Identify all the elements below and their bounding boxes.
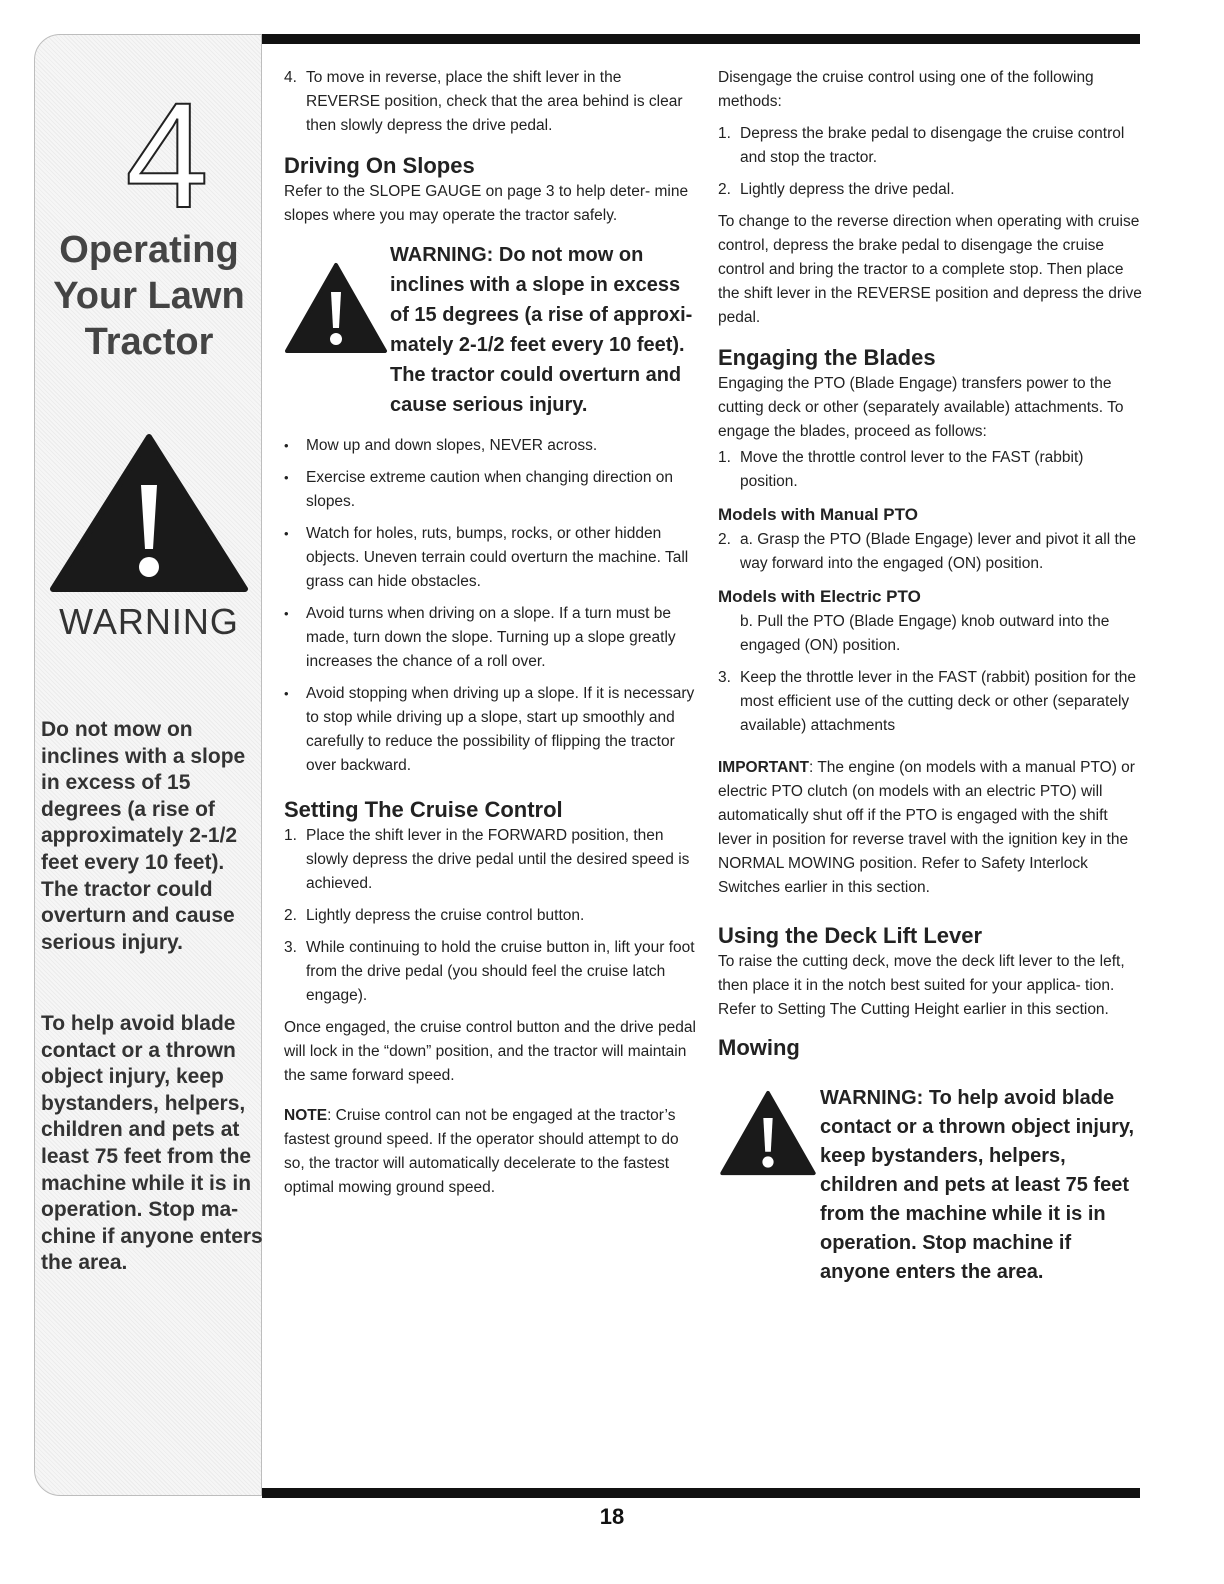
list-number: 4. bbox=[284, 69, 297, 86]
warning-triangle-icon bbox=[284, 262, 388, 354]
list-text: While continuing to hold the cruise button in, lift your foot from the drive pedal (you should feel the cruise latch engage). bbox=[306, 939, 695, 1004]
list-item bbox=[718, 446, 1142, 494]
warning-triangle-icon bbox=[49, 433, 249, 593]
bottom-rule bbox=[262, 1488, 1140, 1498]
blades-intro: Engaging the PTO (Blade Engage) transfers power to the cutting deck or other (separately available) attachments. To engage the blades, proceed as follows: bbox=[718, 375, 1124, 440]
list-number: 1. bbox=[718, 449, 731, 466]
list-text: Lightly depress the cruise control button. bbox=[306, 907, 585, 924]
sidebar-warning-label: WARNING bbox=[59, 601, 239, 642]
driving-on-slopes-heading: Driving On Slopes bbox=[284, 153, 475, 178]
disengage-intro: Disengage the cruise control using one of the following methods: bbox=[718, 69, 1094, 110]
chapter-title-line: Operating bbox=[59, 229, 239, 271]
list-item bbox=[718, 610, 1142, 658]
engaging-blades-heading: Engaging the Blades bbox=[718, 345, 936, 370]
list-text: b. Pull the PTO (Blade Engage) knob outward into the engaged (ON) position. bbox=[740, 613, 1110, 654]
list-text: Depress the brake pedal to disengage the cruise control and stop the tractor. bbox=[740, 125, 1125, 166]
list-text: Move the throttle control lever to the FAST (rabbit) position. bbox=[740, 449, 1084, 490]
page-number: 18 bbox=[599, 1504, 625, 1529]
list-item: • Watch for holes, ruts, bumps, rocks, or other hidden objects. Uneven terrain could overturn the machine. Tall grass can hide obstacles. bbox=[284, 522, 698, 594]
reverse-direction-text: To change to the reverse direction when operating with cruise control, depress the brake pedal to disengage the cruise control and bring the tractor to a complete stop. Then place the shift lever in the REVERSE position and depress the drive pedal. bbox=[718, 213, 1142, 326]
list-item: • Avoid stopping when driving up a slope. If it is necessary to stop while driving up a slope, start up smoothly and carefully to reduce the possibility of flipping the tractor over backward. bbox=[284, 682, 698, 778]
list-item bbox=[718, 666, 1142, 738]
list-number: 1. bbox=[284, 827, 297, 844]
top-rule bbox=[262, 34, 1140, 44]
manual-pto-heading: Models with Manual PTO bbox=[718, 505, 918, 524]
list-item: • Mow up and down slopes, NEVER across. bbox=[284, 434, 698, 458]
deck-lift-heading: Using the Deck Lift Lever bbox=[718, 923, 983, 948]
list-number: 1. bbox=[718, 125, 731, 142]
right-column bbox=[718, 66, 1142, 1301]
list-number bbox=[718, 610, 740, 658]
list-text: a. Grasp the PTO (Blade Engage) lever and pivot it all the way forward into the engaged (ON) position. bbox=[740, 531, 1137, 572]
list-text: Place the shift lever in the FORWARD position, then slowly depress the drive pedal until the desired speed is achieved. bbox=[306, 827, 690, 892]
important-note bbox=[718, 756, 1142, 900]
chapter-number-box bbox=[115, 71, 219, 239]
deck-lift-text: To raise the cutting deck, move the deck lift lever to the left, then place it in the notch best suited for your applica- tion. Refer to Setting The Cutting Height earlier in this section. bbox=[718, 953, 1125, 1018]
note-text: : Cruise control can not be engaged at the tractor’s fastest ground speed. If the operator should attempt to do so, the tractor will automatically decelerate to the fastest optimal mowing ground speed. bbox=[284, 1107, 679, 1196]
mowing-warning-block bbox=[718, 1084, 1142, 1287]
list-text: Mow up and down slopes, NEVER across. bbox=[306, 437, 598, 454]
chapter-title-line: Your Lawn bbox=[53, 275, 245, 317]
list-text: Avoid stopping when driving up a slope. If it is necessary to stop while driving up a slope, start up smoothly and carefully to reduce the possibility of flipping the tractor over backward. bbox=[306, 685, 695, 774]
mowing-heading: Mowing bbox=[718, 1035, 800, 1060]
list-number: 2. bbox=[284, 907, 297, 924]
slopes-warning-text: WARNING: Do not mow on inclines with a slope in excess of 15 degrees (a rise of approxi- mately 2-1/2 feet every 10 feet). The tractor could overturn and cause serious injury. bbox=[390, 244, 693, 416]
list-text: Exercise extreme caution when changing direction on slopes. bbox=[306, 469, 674, 510]
list-text: Avoid turns when driving on a slope. If a turn must be made, turn down the slope. Turning up a slope greatly increases the chance of a roll over. bbox=[306, 605, 676, 670]
slope-safety-list bbox=[284, 434, 698, 778]
chapter-title bbox=[35, 227, 263, 365]
list-item: • Exercise extreme caution when changing direction on slopes. bbox=[284, 466, 698, 514]
list-number: 3. bbox=[284, 939, 297, 956]
slopes-warning-block bbox=[284, 240, 698, 420]
list-text: Keep the throttle lever in the FAST (rabbit) position for the most efficient use of the cutting deck or other (separately available) attachments bbox=[740, 669, 1137, 734]
chapter-title-line: Tractor bbox=[84, 321, 214, 363]
list-number: 2. bbox=[718, 531, 731, 548]
list-item bbox=[718, 528, 1142, 576]
mowing-warning-text: WARNING: To help avoid blade contact or a thrown object injury, keep bystanders, helpers, children and pets at least 75 feet from the machine while it is in operation. Stop machine if anyone enters the area. bbox=[820, 1087, 1135, 1283]
list-item bbox=[284, 904, 698, 928]
cruise-note bbox=[284, 1104, 698, 1200]
electric-pto-heading: Models with Electric PTO bbox=[718, 587, 921, 606]
cruise-engaged-text: Once engaged, the cruise control button and the drive pedal will lock in the “down” position, and the tractor will maintain the same forward speed. bbox=[284, 1019, 696, 1084]
list-item bbox=[284, 936, 698, 1008]
middle-column bbox=[284, 66, 698, 1208]
list-item bbox=[718, 122, 1142, 170]
list-item bbox=[718, 178, 1142, 202]
warning-triangle-icon bbox=[718, 1090, 818, 1176]
list-text: To move in reverse, place the shift lever in the REVERSE position, check that the area behind is clear then slowly depress the drive pedal. bbox=[306, 69, 683, 134]
list-item: • Avoid turns when driving on a slope. If a turn must be made, turn down the slope. Turning up a slope greatly increases the chance of a roll over. bbox=[284, 602, 698, 674]
list-number: 3. bbox=[718, 669, 731, 686]
list-item bbox=[284, 824, 698, 896]
list-text: Watch for holes, ruts, bumps, rocks, or other hidden objects. Uneven terrain could overturn the machine. Tall grass can hide obstacles. bbox=[306, 525, 689, 590]
slopes-intro: Refer to the SLOPE GAUGE on page 3 to help deter- mine slopes where you may operate the tractor safely. bbox=[284, 183, 689, 224]
chapter-sidebar bbox=[34, 34, 262, 1496]
list-item bbox=[284, 66, 698, 138]
sidebar-slope-warning: Do not mow on inclines with a slope in excess of 15 degrees (a rise of approximately 2-1/2 feet every 10 feet). The tractor could overturn and cause serious injury. bbox=[41, 718, 246, 954]
chapter-number: 4 bbox=[125, 71, 209, 239]
important-label: IMPORTANT bbox=[718, 759, 809, 776]
note-label: NOTE bbox=[284, 1107, 328, 1124]
list-text: Lightly depress the drive pedal. bbox=[740, 181, 955, 198]
list-number: 2. bbox=[718, 181, 731, 198]
sidebar-bystander-warning: To help avoid blade contact or a thrown object injury, keep bystanders, helpers, children and pets at least 75 feet from the machine while it is in operation. Stop ma- chine if anyone enters the area. bbox=[41, 1012, 263, 1275]
important-text: : The engine (on models with a manual PTO) or electric PTO clutch (on models with an electric PTO) will automatically shut off if the PTO is engaged with the shift lever in position for reverse travel with the ignition key in the NORMAL MOWING position. Refer to Safety Interlock Switches earlier in this section. bbox=[718, 759, 1135, 896]
cruise-control-heading: Setting The Cruise Control bbox=[284, 797, 563, 822]
